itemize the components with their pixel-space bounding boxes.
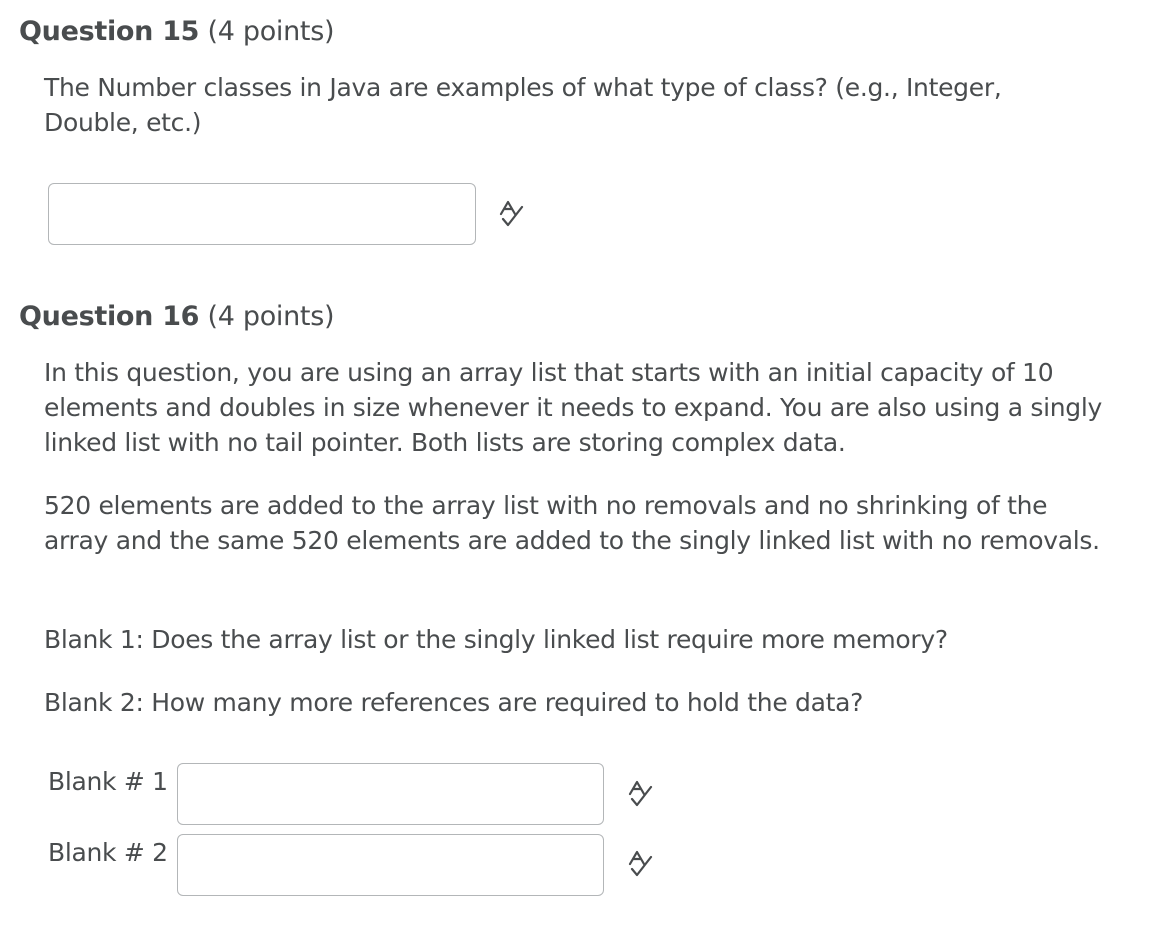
question-16-blank-1-prompt: Blank 1: Does the array list or the singly linked list require more memory? <box>44 625 948 654</box>
spellcheck-icon[interactable] <box>497 199 525 229</box>
blank-2-label: Blank # 2 <box>48 838 168 867</box>
question-points: (4 points) <box>207 301 335 332</box>
spellcheck-icon[interactable] <box>626 849 654 879</box>
question-15-text: The Number classes in Java are examples of what type of class? (e.g., Integer, Double, etc.) <box>44 73 1002 137</box>
question-16-title <box>19 301 334 333</box>
spellcheck-icon[interactable] <box>626 779 654 809</box>
blank-2-input[interactable] <box>177 834 604 896</box>
blank-1-label: Blank # 1 <box>48 767 168 796</box>
question-15-answer-input[interactable] <box>48 183 476 245</box>
question-15-title <box>19 16 334 48</box>
question-16-paragraph-1: In this question, you are using an array list that starts with an initial capacity of 10 elements and doubles in size whenever it needs to expand. You are also using a singly linked list with no tail pointer. Both lists are storing complex data. <box>44 358 1103 457</box>
question-16-paragraph-2: 520 elements are added to the array list with no removals and no shrinking of the array and the same 520 elements are added to the singly linked list with no removals. <box>44 491 1100 555</box>
blank-1-input[interactable] <box>177 763 604 825</box>
question-points: (4 points) <box>207 16 335 47</box>
question-number: Question 16 <box>19 301 200 332</box>
question-number: Question 15 <box>19 16 200 47</box>
question-16-blank-2-prompt: Blank 2: How many more references are required to hold the data? <box>44 688 864 717</box>
